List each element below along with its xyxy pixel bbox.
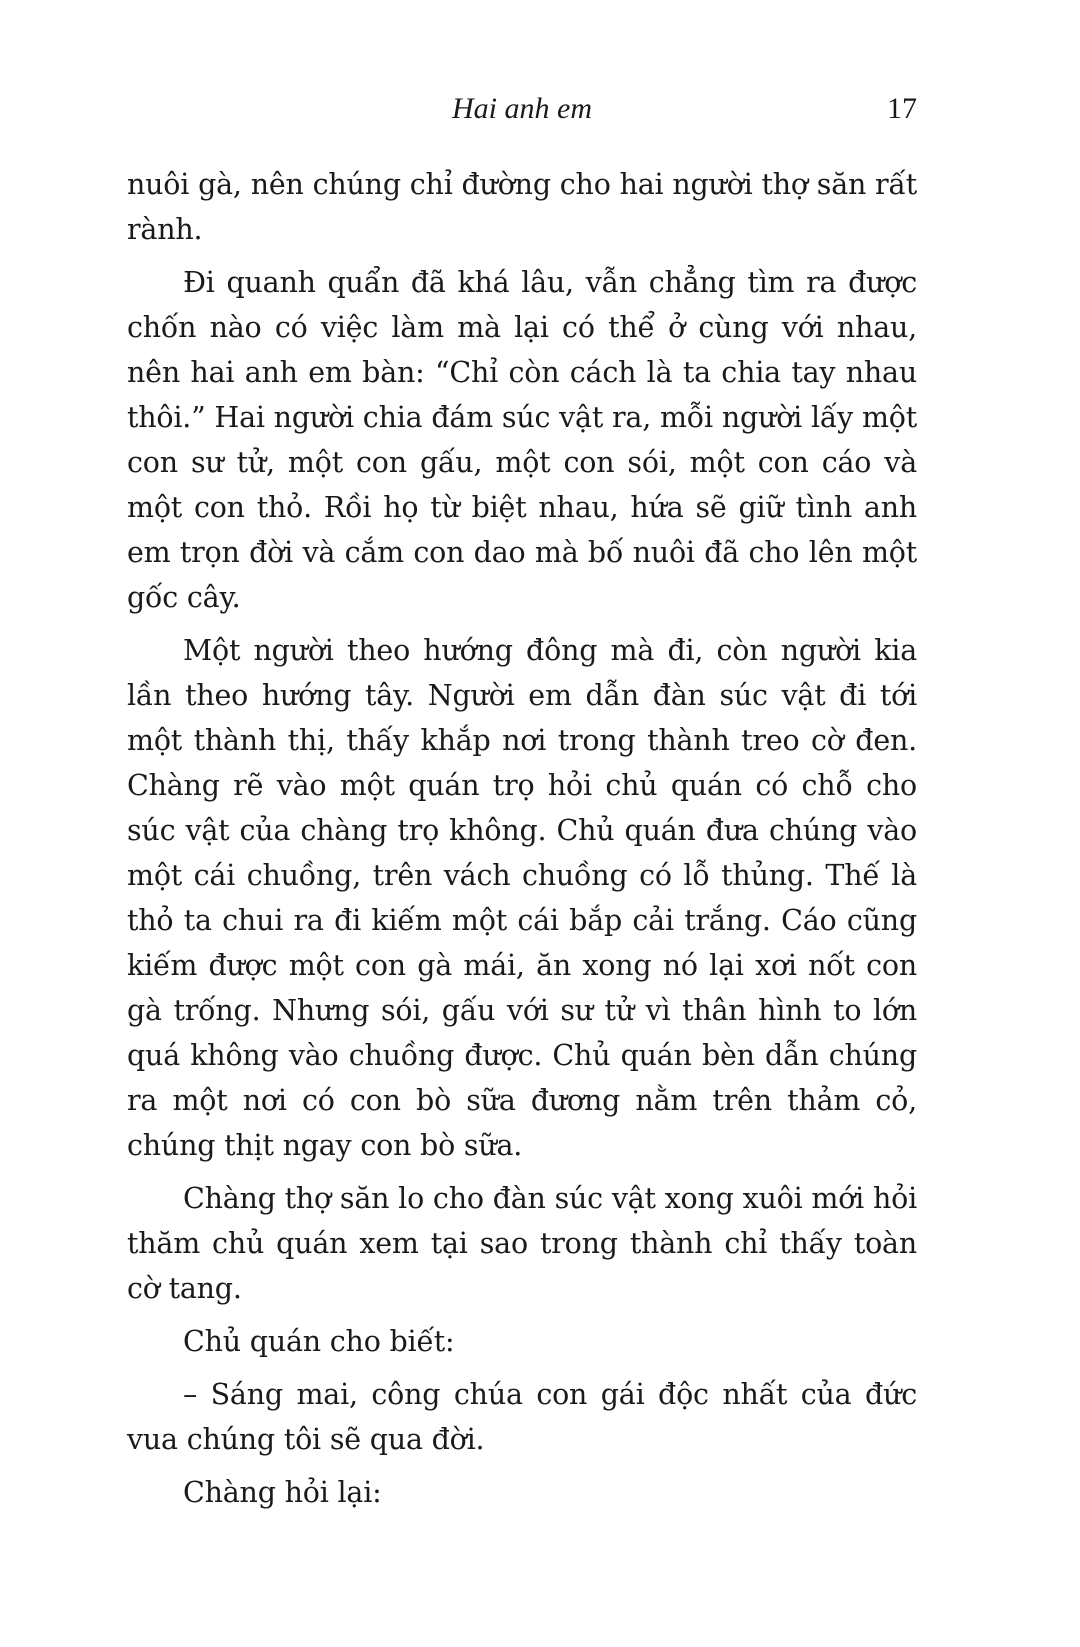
page-number: 17 [887,92,917,125]
paragraph: Đi quanh quẩn đã khá lâu, vẫn chẳng tìm ra được chốn nào có việc làm mà lại có thể ở cùng với nhau, nên hai anh em bàn: “Chỉ còn cách là ta chia tay nhau thôi.” Hai người chia đám súc vật ra, mỗi người lấy một con sư tử, một con gấu, một con sói, một con cáo và một con thỏ. Rồi họ từ biệt nhau, hứa sẽ giữ tình anh em trọn đời và cắm con dao mà bố nuôi đã cho lên một gốc cây. [127,266,917,614]
body-text [127,162,917,1523]
paragraph: Chàng hỏi lại: [183,1476,382,1509]
paragraph: Một người theo hướng đông mà đi, còn người kia lần theo hướng tây. Người em dẫn đàn súc vật đi tới một thành thị, thấy khắp nơi trong thành treo cờ đen. Chàng rẽ vào một quán trọ hỏi chủ quán có chỗ cho súc vật của chàng trọ không. Chủ quán đưa chúng vào một cái chuồng, trên vách chuồng có lỗ thủng. Thế là thỏ ta chui ra đi kiếm một cái bắp cải trắng. Cáo cũng kiếm được một con gà mái, ăn xong nó lại xơi nốt con gà trống. Nhưng sói, gấu với sư tử vì thân hình to lớn quá không vào chuồng được. Chủ quán bèn dẫn chúng ra một nơi có con bò sữa đương nằm trên thảm cỏ, chúng thịt ngay con bò sữa. [127,634,917,1162]
running-header [127,92,917,132]
paragraph: Chàng thợ săn lo cho đàn súc vật xong xuôi mới hỏi thăm chủ quán xem tại sao trong thành chỉ thấy toàn cờ tang. [127,1182,917,1305]
paragraph-continued: nuôi gà, nên chúng chỉ đường cho hai người thợ săn rất rành. [127,168,917,246]
dialogue-paragraph: – Sáng mai, công chúa con gái độc nhất của đức vua chúng tôi sẽ qua đời. [127,1378,917,1456]
paragraph: Chủ quán cho biết: [183,1325,455,1358]
running-title: Hai anh em [452,92,592,125]
